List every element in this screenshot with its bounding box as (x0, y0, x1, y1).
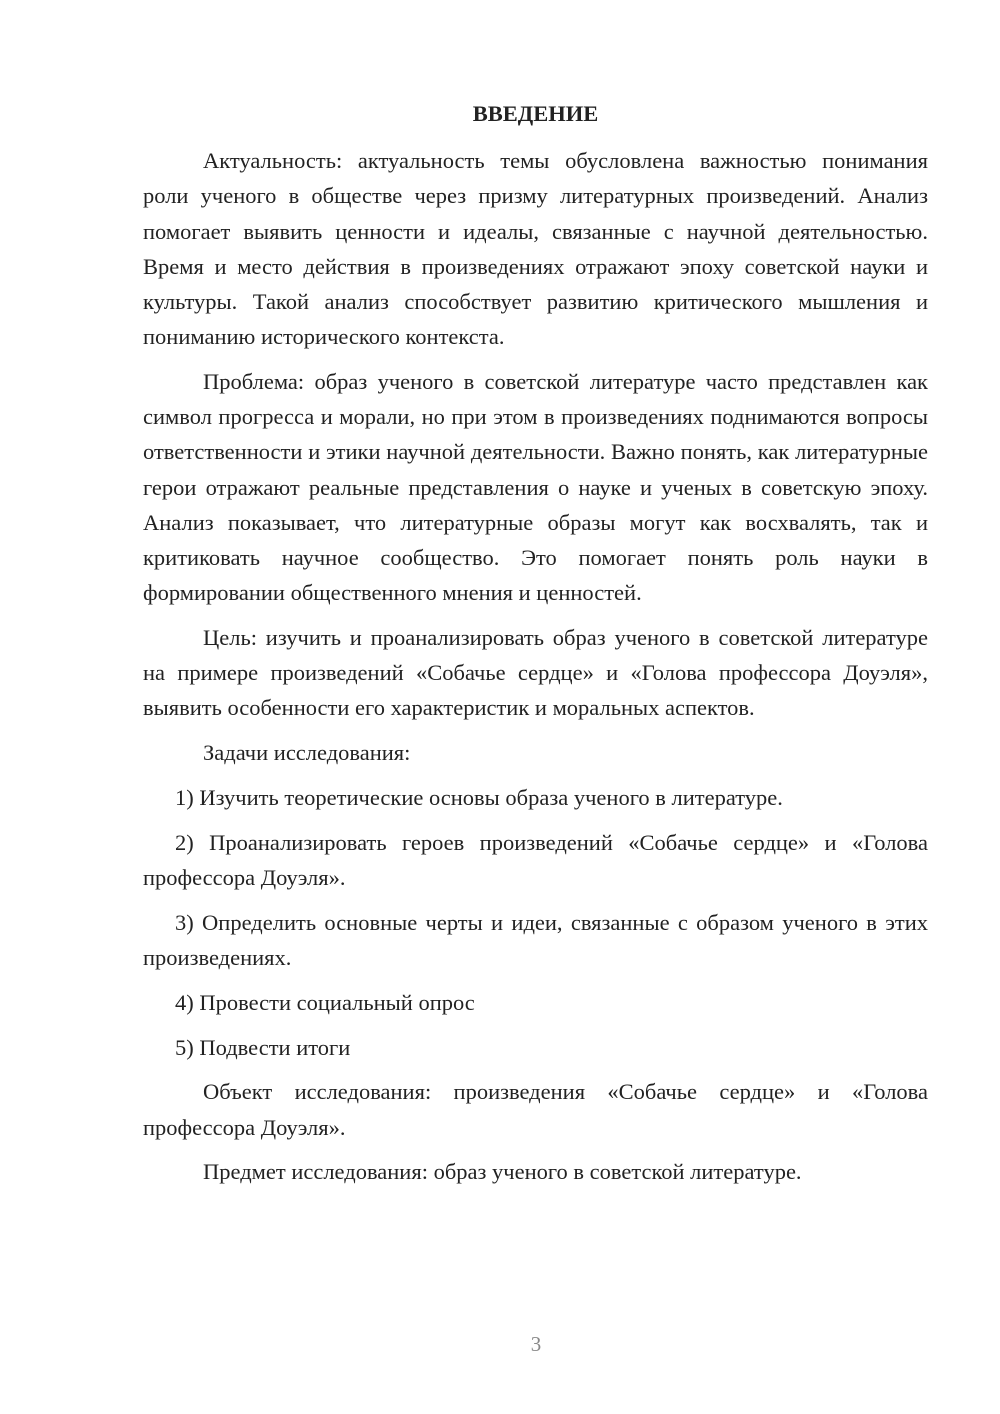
section-heading: ВВЕДЕНИЕ (472, 101, 599, 126)
object-paragraph: Объект исследования: произведения «Собачье сердце» и «Голова профессора Доуэля». (143, 1079, 928, 1140)
task-item-5: 5) Подвести итоги (175, 1034, 351, 1060)
subject-paragraph: Предмет исследования: образ ученого в советской литературе. (203, 1159, 802, 1185)
page-content (143, 96, 928, 1190)
task-item-1: 1) Изучить теоретические основы образа ученого в литературе. (175, 785, 783, 811)
page-number: 3 (530, 1332, 542, 1356)
goal-paragraph: Цель: изучить и проанализировать образ ученого в советской литературе на примере произведений «Собачье сердце» и «Голова профессора Доуэля», выявить особенности его характеристик и моральных аспектов. (143, 625, 928, 721)
task-item-3: 3) Определить основные черты и идеи, связанные с образом ученого в этих произведениях. (143, 909, 928, 971)
relevance-paragraph: Актуальность: актуальность темы обусловлена важностью понимания роли ученого в обществе через призму литературных произведений. Анализ помогает выявить ценности и идеалы, связанные с научной деятельностью. Время и место действия в произведениях отражают эпоху советской науки и культуры. Такой анализ способствует развитию критического мышления и пониманию исторического контекста. (143, 148, 928, 350)
problem-paragraph: Проблема: образ ученого в советской литературе часто представлен как символ прогресса и морали, но при этом в произведениях поднимаются вопросы ответственности и этики научной деятельности. Важно понять, как литературные герои отражают реальные представления о науке и ученых в советскую эпоху. Анализ показывает, что литературные образы могут как восхвалять, так и критиковать научное сообщество. Это помогает понять роль науки в формировании общественного мнения и ценностей. (143, 369, 928, 606)
task-item-2: 2) Проанализировать героев произведений «Собачье сердце» и «Голова профессора Доуэля». (143, 829, 928, 891)
task-item-4: 4) Провести социальный опрос (175, 989, 475, 1015)
tasks-title: Задачи исследования: (203, 740, 411, 766)
